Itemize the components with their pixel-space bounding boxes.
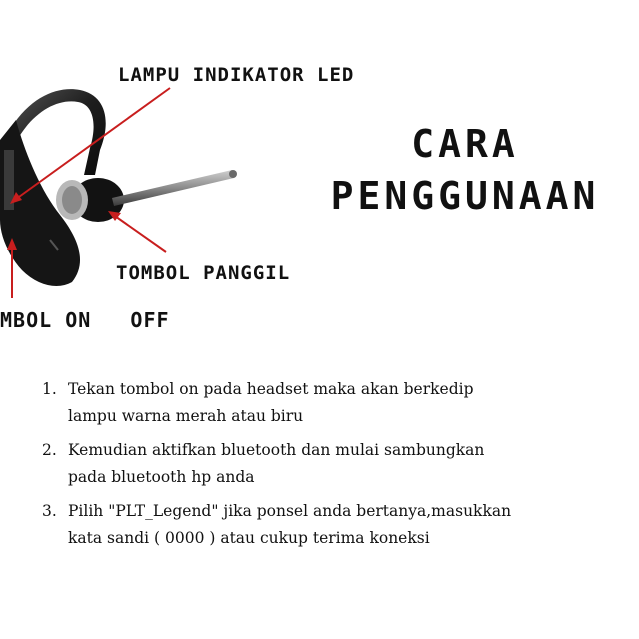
label-on-off-button: MBOL ON OFF xyxy=(0,308,170,332)
title-line-1: CARA xyxy=(411,122,519,166)
step-number: 2. xyxy=(42,441,57,459)
step-text-line: Pilih "PLT_Legend" jika ponsel anda bertanya,masukkan xyxy=(68,502,512,520)
step-text-line: Tekan tombol on pada headset maka akan berkedip xyxy=(68,380,474,398)
list-item xyxy=(42,498,632,552)
page-title xyxy=(300,118,630,222)
label-led-indicator: LAMPU INDIKATOR LED xyxy=(118,64,355,86)
headset-body xyxy=(0,89,237,286)
list-item xyxy=(42,437,632,491)
label-call-button: TOMBOL PANGGIL xyxy=(116,262,291,284)
list-item xyxy=(42,376,632,430)
step-text-line: lampu warna merah atau biru xyxy=(68,407,304,425)
headset-photo xyxy=(0,0,330,300)
step-text-line: kata sandi ( 0000 ) atau cukup terima koneksi xyxy=(68,529,430,547)
step-text xyxy=(68,437,632,491)
step-number: 1. xyxy=(42,380,57,398)
instruction-list xyxy=(42,376,632,559)
step-text xyxy=(68,498,632,552)
step-number: 3. xyxy=(42,502,57,520)
step-text-line: pada bluetooth hp anda xyxy=(68,468,255,486)
title-line-2: PENGGUNAAN xyxy=(330,174,600,218)
step-text-line: Kemudian aktifkan bluetooth dan mulai sambungkan xyxy=(68,441,485,459)
step-text xyxy=(68,376,632,430)
